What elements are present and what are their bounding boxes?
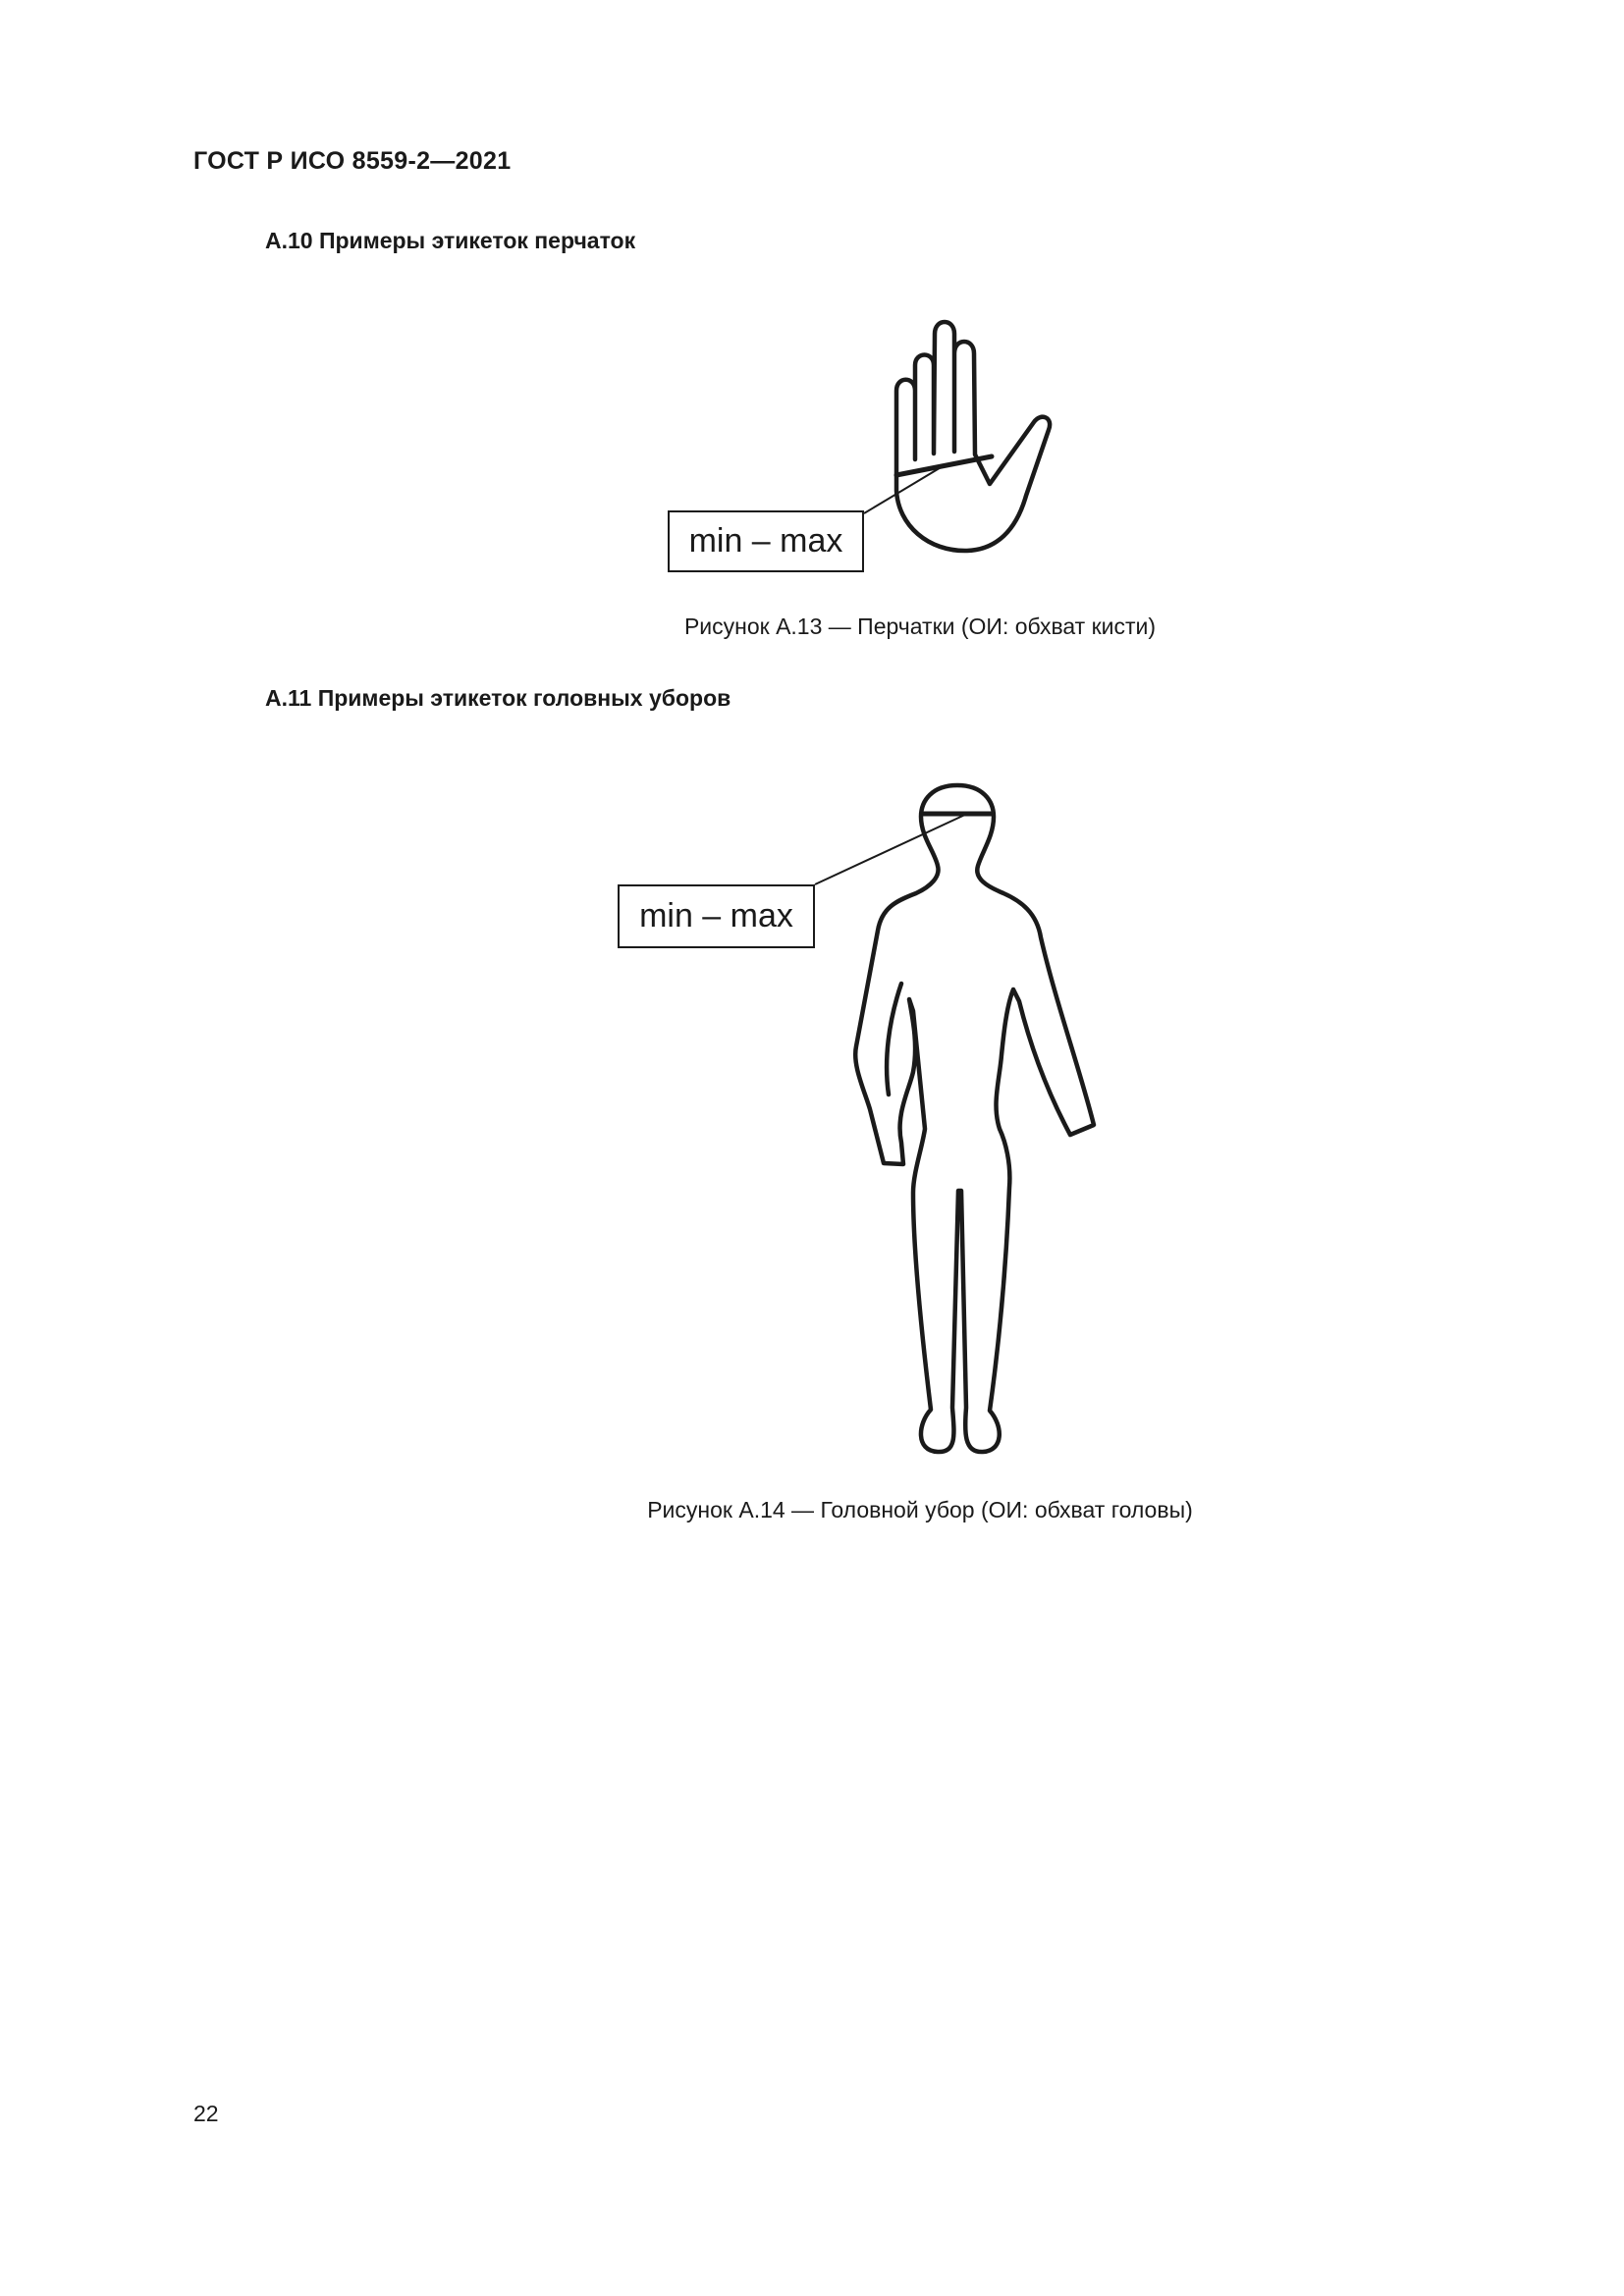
head-size-label: min – max bbox=[618, 884, 815, 948]
left-arm-gap bbox=[887, 984, 901, 1095]
hand-size-label: min – max bbox=[668, 510, 864, 572]
figure-caption-a14: Рисунок А.14 — Головной убор (ОИ: обхват головы) bbox=[647, 1497, 1193, 1522]
document-header: ГОСТ Р ИСО 8559-2—2021 bbox=[193, 147, 512, 175]
section-heading-a10: А.10 Примеры этикеток перчаток bbox=[265, 228, 636, 253]
section-heading-a11: А.11 Примеры этикеток головных уборов bbox=[265, 685, 731, 711]
head-leader-line bbox=[815, 814, 967, 884]
page-number: 22 bbox=[193, 2101, 219, 2126]
body-outline bbox=[855, 785, 1094, 1452]
figure-caption-a13: Рисунок А.13 — Перчатки (ОИ: обхват кисти) bbox=[683, 614, 1157, 639]
